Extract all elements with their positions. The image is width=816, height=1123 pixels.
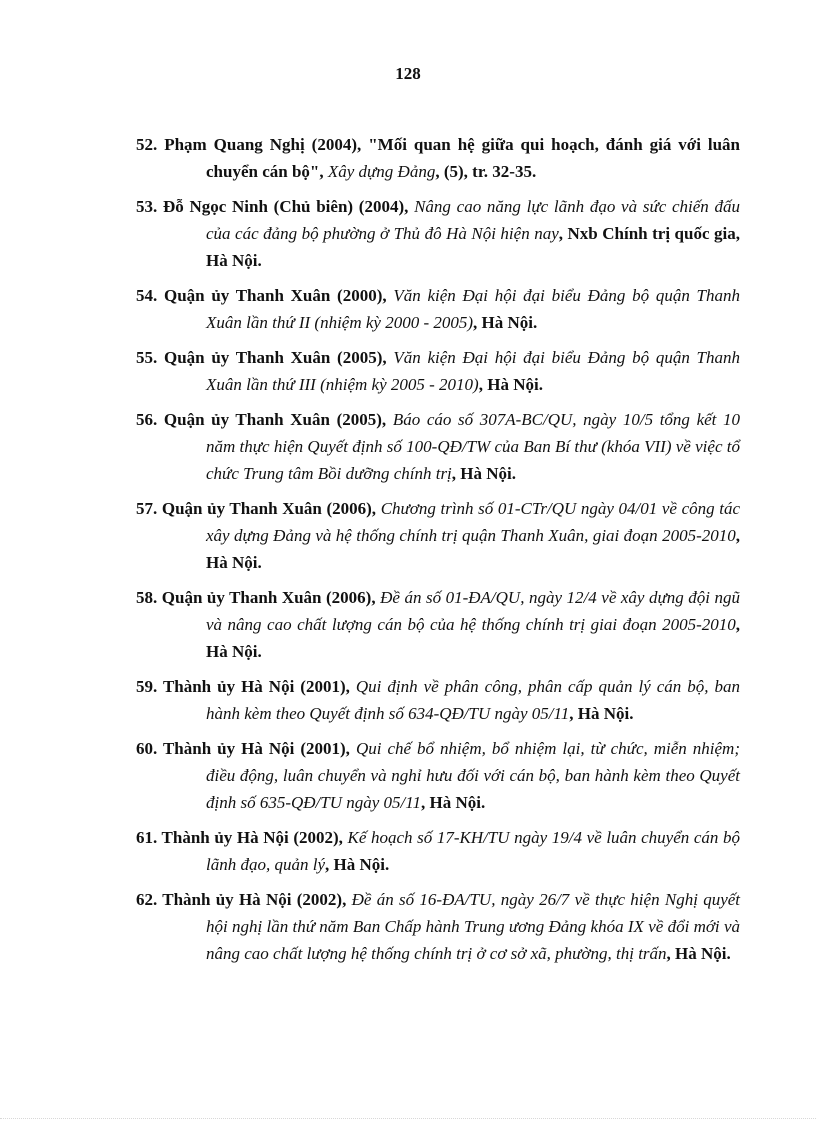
reference-title-italic: Chương trình số 01-CTr/QU ngày 04/01 về công tác xây dựng Đảng và hệ thống chính trị quận Thanh Xuân, giai đoạn 2005-2010 (206, 499, 741, 545)
reference-author: Quận ủy Thanh Xuân (2005), (163, 410, 387, 429)
reference-number: 54. (136, 286, 158, 305)
reference-publication: , Hà Nội. (569, 704, 634, 723)
reference-title: "Mối quan hệ giữa qui hoạch, đánh giá với luân chuyển cán bộ", (206, 135, 741, 181)
reference-title-italic: Qui chế bổ nhiệm, bổ nhiệm lại, từ chức, miễn nhiệm; điều động, luân chuyển và nghỉ hưu đối với cán bộ, ban hành kèm theo Quyết định số 635-QĐ/TU ngày 05/11 (206, 739, 740, 812)
reference-publication: , Hà Nội. (206, 526, 740, 572)
reference-number: 57. (136, 499, 158, 518)
reference-author: Quận ủy Thanh Xuân (2005), (163, 348, 387, 367)
reference-title-italic: Xây dựng Đảng (327, 162, 436, 181)
reference-number: 58. (136, 588, 158, 607)
reference-number: 62. (136, 890, 158, 909)
reference-publication: , Hà Nội. (206, 615, 740, 661)
reference-title-italic: Qui định về phân công, phân cấp quản lý cán bộ, ban hành kèm theo Quyết định số 634-QĐ/TU ngày 05/11 (206, 677, 741, 723)
reference-title-italic: Báo cáo số 307A-BC/QU, ngày 10/5 tổng kết 10 năm thực hiện Quyết định số 100-QĐ/TW của Ban Bí thư (khóa VII) về việc tổ chức Trung tâm Bồi dưỡng chính trị (206, 410, 741, 483)
reference-title-italic: Kế hoạch số 17-KH/TU ngày 19/4 về luân chuyển cán bộ lãnh đạo, quản lý (206, 828, 741, 874)
reference-publication: , Hà Nội. (473, 313, 538, 332)
reference-number: 52. (136, 135, 158, 154)
reference-item-58 (136, 584, 740, 665)
reference-author: Thành ủy Hà Nội (2002), (162, 890, 347, 909)
reference-number: 59. (136, 677, 158, 696)
page-number: 128 (395, 64, 421, 83)
reference-number: 56. (136, 410, 158, 429)
reference-title-italic: Đề án số 01-ĐA/QU, ngày 12/4 về xây dựng đội ngũ và nâng cao chất lượng cán bộ của hệ thống chính trị giai đoạn 2005-2010 (206, 588, 741, 634)
reference-title-italic: Văn kiện Đại hội đại biểu Đảng bộ quận Thanh Xuân lần thứ III (nhiệm kỳ 2005 - 2010) (206, 348, 741, 394)
reference-number: 60. (136, 739, 158, 758)
reference-title-italic: Đề án số 16-ĐA/TU, ngày 26/7 về thực hiện Nghị quyết hội nghị lần thứ năm Ban Chấp hành Trung ương Đảng khóa IX về đổi mới và nâng cao chất lượng hệ thống chính trị ở cơ sở xã, phường, thị trấn (206, 890, 741, 963)
reference-item-56 (136, 406, 740, 487)
reference-author: Quận ủy Thanh Xuân (2006), (161, 499, 377, 518)
reference-title-italic: Văn kiện Đại hội đại biểu Đảng bộ quận Thanh Xuân lần thứ II (nhiệm kỳ 2000 - 2005) (206, 286, 741, 332)
reference-list (136, 131, 740, 975)
reference-publication: , Hà Nội. (478, 375, 543, 394)
reference-item-62 (136, 886, 740, 967)
reference-title-italic: Nâng cao năng lực lãnh đạo và sức chiến đấu của các đảng bộ phường ở Thủ đô Hà Nội hiện nay (206, 197, 741, 243)
reference-publication: , Hà Nội. (421, 793, 486, 812)
reference-publication: , Hà Nội. (666, 944, 731, 963)
reference-publication: , (5), tr. 32-35. (435, 162, 537, 181)
reference-publication: , Hà Nội. (325, 855, 390, 874)
reference-item-55 (136, 344, 740, 398)
reference-item-59 (136, 673, 740, 727)
reference-item-61 (136, 824, 740, 878)
reference-author: Phạm Quang Nghị (2004), (164, 135, 362, 154)
reference-item-53 (136, 193, 740, 274)
reference-item-54 (136, 282, 740, 336)
reference-publication: , Hà Nội. (451, 464, 517, 483)
reference-item-57 (136, 495, 740, 576)
reference-author: Thành ủy Hà Nội (2002), (161, 828, 343, 847)
reference-number: 55. (136, 348, 158, 367)
reference-author: Quận ủy Thanh Xuân (2000), (163, 286, 387, 305)
reference-number: 61. (136, 828, 158, 847)
page-bottom-divider (0, 1118, 816, 1119)
reference-author: Thành ủy Hà Nội (2001), (162, 739, 350, 758)
reference-publication: , Nxb Chính trị quốc gia, Hà Nội. (206, 224, 740, 270)
reference-number: 53. (136, 197, 158, 216)
reference-item-52 (136, 131, 740, 185)
reference-author: Thành ủy Hà Nội (2001), (162, 677, 350, 696)
reference-item-60 (136, 735, 740, 816)
reference-author: Đỗ Ngọc Ninh (Chủ biên) (2004), (162, 197, 409, 216)
reference-author: Quận ủy Thanh Xuân (2006), (161, 588, 376, 607)
